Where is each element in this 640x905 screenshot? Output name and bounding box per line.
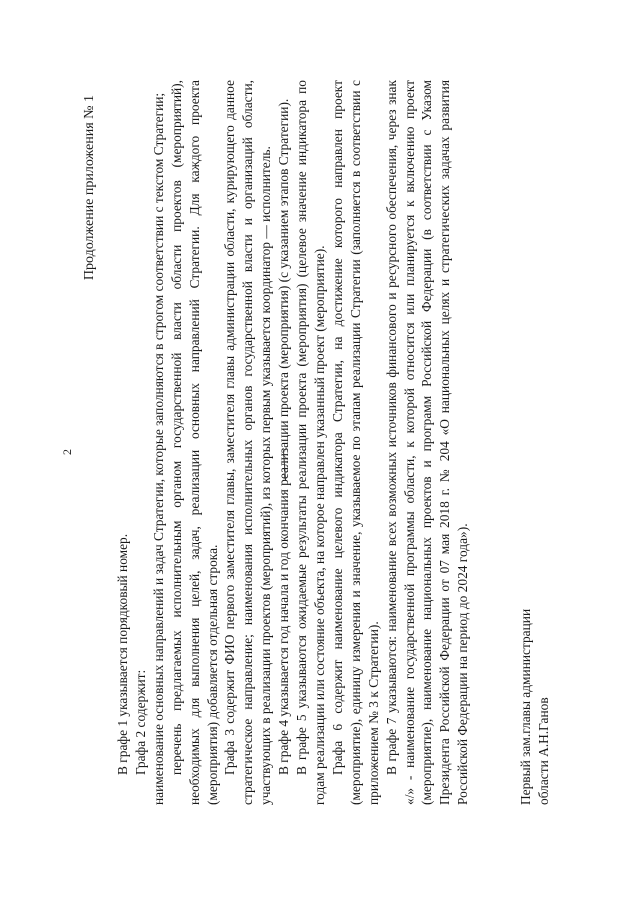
paragraph-column-7: В графе 7 указываются: наименование всех возможных источников финансового и ресурсного обеспечения, через знак «/» - наименование государственной программы области, к которой относится или планируется к включению проект (мероприятие), наименование национальных проектов и программ Российской Федерации (в соответствии с Указом Президента Российской Федерации от 07 мая 2018 г. № 204 «О национальных целях и стратегических задачах развития Российской Федерации на период до 2024 года»). xyxy=(383,80,471,805)
paragraph-column-2-projects: перечень предлагаемых исполнительным органом государственной власти области проектов (мероприятий), необходимых для выполнения целей, задач, реализации основных направлений Стратегии. Для каждого проекта (мероприятия) добавляется отдельная строка. xyxy=(168,80,220,805)
paragraph-column-6: Графа 6 содержит наименование целевого индикатора Стратегии, на достижение которого направлен проект (мероприятие), единицу измерения и значение, указываемое по этапам реализации Стратегии (заполняется в соответствии с приложением № 3 к Стратегии). xyxy=(329,80,381,805)
body-text xyxy=(114,80,472,805)
paragraph-column-5: В графе 5 указываются ожидаемые результаты реализации проекта (мероприятия) (целевое значение индикатора по годам реализации или состояние объекта, на которое направлен указанный проект (мероприятие). xyxy=(294,80,327,805)
paragraph-column-1: В графе 1 указывается порядковый номер. xyxy=(115,533,130,775)
paragraph-column-2-directions: наименование основных направлений и задач Стратегии, которые заполняются в строгом соответствии с текстом Стратегии; xyxy=(150,92,166,805)
appendix-title: Продолжение приложения № 1 xyxy=(82,95,97,281)
signature-name: области А.Н.Ганов xyxy=(535,697,551,805)
paragraph-column-2-intro: Графа 2 содержит: xyxy=(132,669,148,775)
paragraph-column-4: В графе 4 указывается год начала и год окончания реализации проекта (мероприятия) (с указанием этапов Стратегии). xyxy=(276,98,292,775)
page-number: 2 xyxy=(60,449,74,455)
signature-block xyxy=(517,609,552,805)
signature-position: Первый зам.главы администрации xyxy=(518,608,533,805)
paragraph-column-3: Графа 3 содержит ФИО первого заместителя главы, заместителя главы администрации области, курирующего данное стратегическое направление; наименования исполнительных органов государственной власти и организаций области, участвующих в реализации проектов (мероприятий), из которых первым указывается координатор — исполнитель. xyxy=(222,80,274,805)
